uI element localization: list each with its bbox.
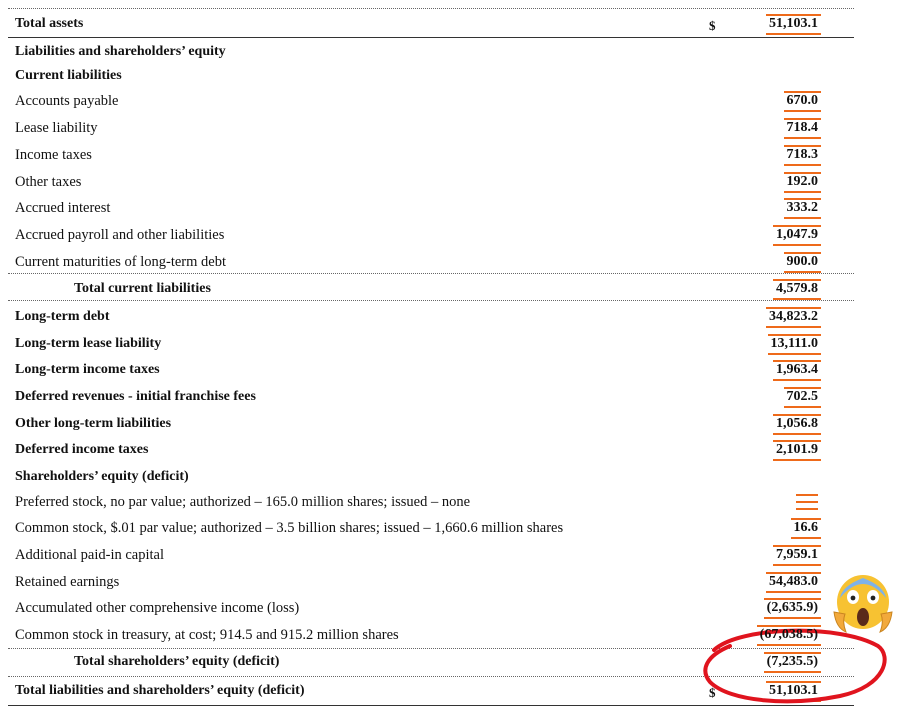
row-additional-paid-in-capital: [8, 543, 854, 569]
row-label: Deferred revenues - initial franchise fees: [15, 389, 256, 404]
row-value: 34,823.2: [769, 309, 818, 325]
row-value: 702.5: [787, 389, 819, 405]
row-value: 51,103.1: [769, 16, 818, 32]
row-lease-liability: [8, 116, 854, 142]
row-label: Other long-term liabilities: [15, 416, 172, 431]
row-accounts-payable: [8, 89, 854, 115]
row-label: Total assets: [15, 16, 84, 31]
row-label: Other taxes: [15, 174, 82, 190]
row-label: Common stock in treasury, at cost; 914.5 and 915.2 million shares: [15, 627, 399, 643]
row-deferred-revenues: [8, 385, 854, 411]
row-long-term-debt: [8, 305, 854, 331]
row-value: (2,635.9): [767, 600, 818, 616]
row-value: 192.0: [787, 174, 819, 190]
row-value: 51,103.1: [769, 683, 818, 699]
none-dash-value: [796, 492, 818, 512]
row-value: 2,101.9: [776, 442, 818, 458]
row-long-term-lease-liability: [8, 332, 854, 358]
row-label: Accumulated other comprehensive income (loss): [15, 600, 300, 616]
row-label: Accrued interest: [15, 200, 111, 216]
row-label: Long-term debt: [15, 309, 110, 324]
heading-current-liabilities: [8, 64, 854, 90]
heading-liabilities-equity: [8, 40, 854, 66]
heading-shareholders-equity: [8, 465, 854, 491]
top-dotted-rule: [8, 8, 854, 9]
row-long-term-income-taxes: [8, 358, 854, 384]
row-label: Lease liability: [15, 120, 98, 136]
section-heading: Liabilities and shareholders’ equity: [15, 44, 226, 59]
row-total-assets: [8, 12, 854, 38]
currency-symbol: $: [709, 18, 716, 33]
row-other-taxes: [8, 170, 854, 196]
row-value: 16.6: [794, 520, 819, 536]
row-value: 1,056.8: [776, 416, 818, 432]
row-label: Current maturities of long-term debt: [15, 254, 227, 270]
row-preferred-stock: [8, 490, 854, 516]
row-value: 7,959.1: [776, 547, 818, 563]
row-value: 54,483.0: [769, 574, 818, 590]
dotted-rule: [8, 273, 854, 274]
row-common-stock: [8, 516, 854, 542]
row-label: Additional paid-in capital: [15, 547, 164, 563]
row-label: Long-term income taxes: [15, 362, 160, 377]
solid-rule: [8, 37, 854, 38]
row-other-long-term-liabilities: [8, 412, 854, 438]
row-deferred-income-taxes: [8, 438, 854, 464]
row-value: 1,963.4: [776, 362, 818, 378]
row-value: 718.4: [787, 120, 819, 136]
row-label: Preferred stock, no par value; authorized – 165.0 million shares; issued – none: [15, 494, 471, 510]
currency-symbol: $: [709, 685, 716, 700]
section-heading: Current liabilities: [15, 68, 122, 83]
row-value: 333.2: [787, 200, 819, 216]
row-value: 4,579.8: [776, 281, 818, 297]
row-accumulated-oci: [8, 596, 854, 622]
row-label: Deferred income taxes: [15, 442, 149, 457]
section-heading: Shareholders’ equity (deficit): [15, 469, 189, 484]
row-value: 670.0: [787, 93, 819, 109]
row-label: Income taxes: [15, 147, 92, 163]
row-accrued-payroll: [8, 223, 854, 249]
dotted-rule: [8, 300, 854, 301]
row-label: Total liabilities and shareholders’ equity (deficit): [15, 683, 305, 698]
row-label: Long-term lease liability: [15, 336, 162, 351]
row-value: (7,235.5): [767, 654, 818, 670]
row-label: Total shareholders’ equity (deficit): [74, 654, 280, 669]
row-label: Retained earnings: [15, 574, 120, 590]
row-value: 13,111.0: [771, 336, 818, 352]
row-label: Accounts payable: [15, 93, 119, 109]
row-accrued-interest: [8, 196, 854, 222]
row-label: Accrued payroll and other liabilities: [15, 227, 225, 243]
row-label: Common stock, $.01 par value; authorized – 3.5 billion shares; issued – 1,660.6 million shares: [15, 520, 564, 536]
row-value: (67,038.5): [760, 627, 818, 643]
row-retained-earnings: [8, 570, 854, 596]
row-value: 718.3: [787, 147, 819, 163]
row-value: 900.0: [787, 254, 819, 270]
row-value: 1,047.9: [776, 227, 818, 243]
row-income-taxes: [8, 143, 854, 169]
row-label: Total current liabilities: [74, 281, 211, 296]
